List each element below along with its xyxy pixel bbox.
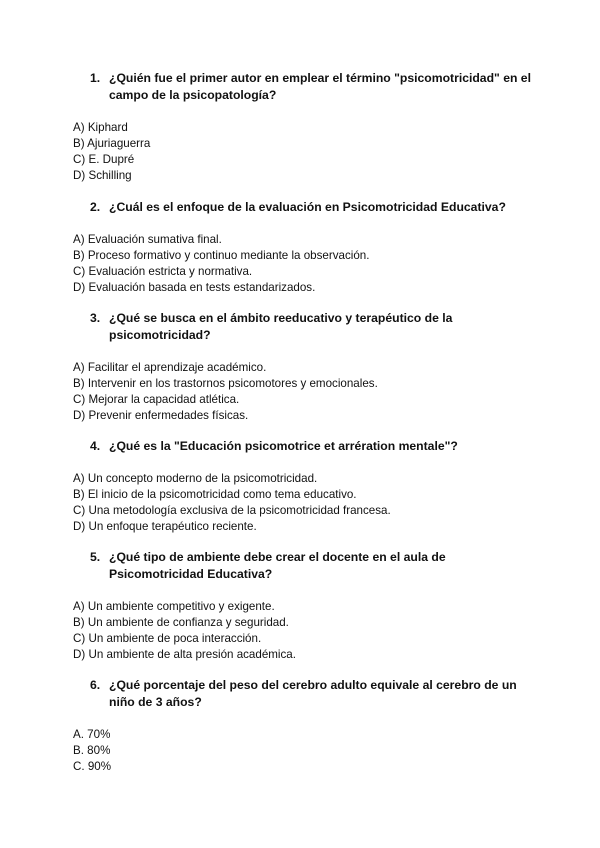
- option-b: B) El inicio de la psicomotricidad como tema educativo.: [73, 488, 357, 501]
- question-number: 6.: [90, 678, 101, 692]
- option-a: A) Evaluación sumativa final.: [73, 233, 222, 246]
- question-block-4: [0, 438, 600, 535]
- question-5: [90, 549, 541, 583]
- option-d: D) Schilling: [73, 169, 132, 182]
- option-a: A) Un concepto moderno de la psicomotricidad.: [73, 472, 318, 485]
- options-list: [73, 599, 600, 663]
- option-c: C) Evaluación estricta y normativa.: [73, 265, 253, 278]
- option-c: C. 90%: [73, 760, 112, 773]
- question-block-3: [0, 310, 600, 424]
- question-2: [90, 199, 541, 216]
- option-a: A. 70%: [73, 728, 111, 741]
- option-c: C) E. Dupré: [73, 153, 135, 166]
- option-c: C) Una metodología exclusiva de la psicomotricidad francesa.: [73, 504, 391, 517]
- question-3: [90, 310, 541, 344]
- option-d: D) Un enfoque terapéutico reciente.: [73, 520, 257, 533]
- question-text: ¿Qué es la "Educación psicomotrice et arrération mentale"?: [109, 439, 458, 453]
- question-4: [90, 438, 541, 455]
- question-text: ¿Qué se busca en el ámbito reeducativo y terapéutico de la psicomotricidad?: [109, 311, 453, 342]
- option-c: C) Mejorar la capacidad atlética.: [73, 393, 240, 406]
- option-a: A) Facilitar el aprendizaje académico.: [73, 361, 267, 374]
- question-block-5: [0, 549, 600, 663]
- question-block-2: [0, 199, 600, 296]
- options-list: [73, 232, 600, 296]
- question-block-6: [0, 677, 600, 775]
- question-number: 5.: [90, 550, 101, 564]
- option-d: D) Evaluación basada en tests estandarizados.: [73, 281, 316, 294]
- question-text: ¿Qué tipo de ambiente debe crear el docente en el aula de Psicomotricidad Educativa?: [109, 550, 446, 581]
- question-number: 1.: [90, 71, 101, 85]
- option-b: B) Proceso formativo y continuo mediante la observación.: [73, 249, 370, 262]
- question-number: 3.: [90, 311, 101, 325]
- option-b: B) Un ambiente de confianza y seguridad.: [73, 616, 289, 629]
- option-c: C) Un ambiente de poca interacción.: [73, 632, 262, 645]
- question-text: ¿Cuál es el enfoque de la evaluación en Psicomotricidad Educativa?: [109, 200, 506, 214]
- question-6: [90, 677, 541, 711]
- question-number: 4.: [90, 439, 101, 453]
- option-a: A) Kiphard: [73, 121, 128, 134]
- question-number: 2.: [90, 200, 101, 214]
- option-b: B) Ajuriaguerra: [73, 137, 151, 150]
- options-list: [73, 120, 600, 184]
- question-1: [90, 70, 541, 104]
- options-list: [73, 471, 600, 535]
- option-a: A) Un ambiente competitivo y exigente.: [73, 600, 275, 613]
- question-text: ¿Quién fue el primer autor en emplear el término "psicomotricidad" en el campo de la psicopatología?: [109, 71, 531, 102]
- option-d: D) Un ambiente de alta presión académica.: [73, 648, 296, 661]
- question-block-1: [0, 70, 600, 184]
- option-b: B. 80%: [73, 744, 111, 757]
- options-list: [73, 360, 600, 424]
- option-d: D) Prevenir enfermedades físicas.: [73, 409, 249, 422]
- options-list: [73, 727, 600, 775]
- question-text: ¿Qué porcentaje del peso del cerebro adulto equivale al cerebro de un niño de 3 años?: [109, 678, 517, 709]
- option-b: B) Intervenir en los trastornos psicomotores y emocionales.: [73, 377, 378, 390]
